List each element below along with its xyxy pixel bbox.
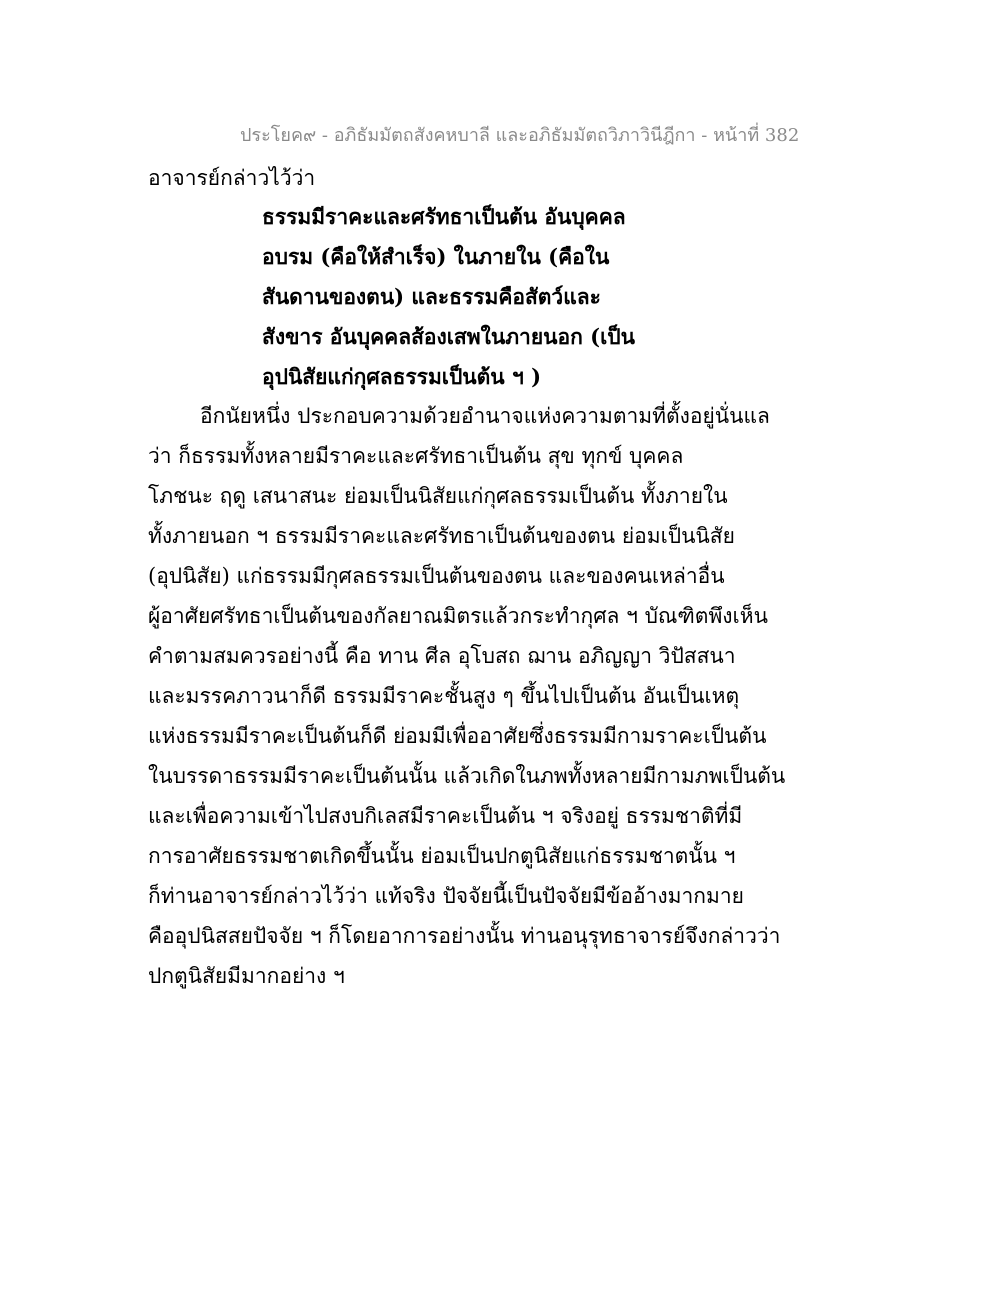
body-line-7: คำตามสมควรอย่างนี้ คือ ทาน ศีล อุโบสถ ฌาน อภิญญา วิปัสสนา: [148, 644, 736, 668]
body-line-5: (อุปนิสัย) แก่ธรรมมีกุศลธรรมเป็นต้นของตน และของคนเหล่าอื่น: [148, 564, 725, 588]
verse-line-1: ธรรมมีราคะและศรัทธาเป็นต้น อันบุคคล: [262, 204, 626, 229]
verse-line-4: สังขาร อันบุคคลส้องเสพในภายนอก (เป็น: [262, 324, 635, 349]
body-line-11: และเพื่อความเข้าไปสงบกิเลสมีราคะเป็นต้น ฯ จริงอยู่ ธรรมชาติที่มี: [148, 804, 743, 828]
page-header: ประโยค๙ - อภิธัมมัตถสังคหบาลี และอภิธัมมัตถวิภาวินีฎีกา - หน้าที่ 382: [240, 125, 800, 146]
body-line-10: ในบรรดาธรรมมีราคะเป็นต้นนั้น แล้วเกิดในภพทั้งหลายมีกามภพเป็นต้น: [148, 764, 786, 788]
body-line-3: โภชนะ ฤดู เสนาสนะ ย่อมเป็นนิสัยแก่กุศลธรรมเป็นต้น ทั้งภายใน: [148, 484, 728, 508]
body-line-2: ว่า ก็ธรรมทั้งหลายมีราคะและศรัทธาเป็นต้น สุข ทุกข์ บุคคล: [148, 444, 684, 468]
body-line-15: ปกตูนิสัยมีมากอย่าง ฯ: [148, 964, 345, 988]
body-line-13: ก็ท่านอาจารย์กล่าวไว้ว่า แท้จริง ปัจจัยนี้เป็นปัจจัยมีข้ออ้างมากมาย: [148, 884, 744, 908]
body-line-12: การอาศัยธรรมชาตเกิดขึ้นนั้น ย่อมเป็นปกตูนิสัยแก่ธรรมชาตนั้น ฯ: [148, 844, 736, 868]
verse-line-5: อุปนิสัยแก่กุศลธรรมเป็นต้น ฯ ): [262, 364, 542, 389]
body-line-9: แห่งธรรมมีราคะเป็นต้นก็ดี ย่อมมีเพื่ออาศัยซึ่งธรรมมีกามราคะเป็นต้น: [148, 724, 767, 748]
intro-line: อาจารย์กล่าวไว้ว่า: [148, 166, 316, 190]
body-line-1: อีกนัยหนึ่ง ประกอบความด้วยอำนาจแห่งความตามที่ตั้งอยู่นั่นแล: [200, 404, 770, 428]
body-line-8: และมรรคภาวนาก็ดี ธรรมมีราคะชั้นสูง ๆ ขึ้นไปเป็นต้น อันเป็นเหตุ: [148, 684, 740, 708]
verse-line-2: อบรม (คือให้สำเร็จ) ในภายใน (คือใน: [262, 244, 610, 269]
body-line-14: คืออุปนิสสยปัจจัย ฯ ก็โดยอาการอย่างนั้น ท่านอนุรุทธาจารย์จึงกล่าวว่า: [148, 924, 781, 948]
verse-line-3: สันดานของตน) และธรรมคือสัตว์และ: [262, 284, 601, 309]
body-line-6: ผู้อาศัยศรัทธาเป็นต้นของกัลยาณมิตรแล้วกระทำกุศล ฯ บัณฑิตพึงเห็น: [148, 604, 768, 628]
body-line-4: ทั้งภายนอก ฯ ธรรมมีราคะและศรัทธาเป็นต้นของตน ย่อมเป็นนิสัย: [148, 524, 735, 548]
